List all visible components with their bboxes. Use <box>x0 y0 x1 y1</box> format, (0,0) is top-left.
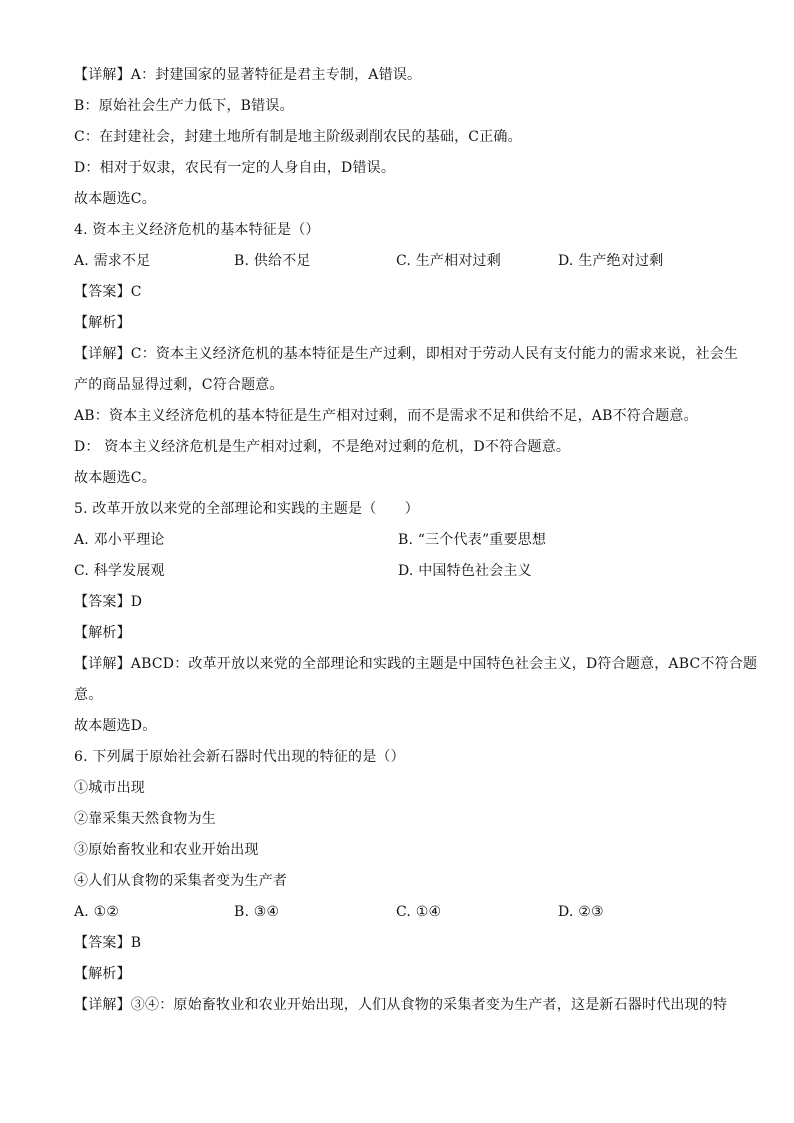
question-4-stem: 4. 资本主义经济危机的基本特征是（） <box>74 222 320 238</box>
answer-explanation-line: C：在封建社会，封建土地所有制是地主阶级剥削农民的基础，C正确。 <box>74 129 522 145</box>
option-a: A. 需求不足 <box>74 253 151 269</box>
question-5-stem: 5. 改革开放以来党的全部理论和实践的主题是（ ） <box>74 501 420 517</box>
statement-item: ②靠采集天然食物为生 <box>74 811 216 827</box>
answer-conclusion: 故本题选D。 <box>74 718 157 734</box>
question-6-options <box>74 897 724 928</box>
answer-explanation-line: 【详解】A：封建国家的显著特征是君主专制，A错误。 <box>74 67 422 83</box>
answer-conclusion: 故本题选C。 <box>74 191 156 207</box>
answer-label: 【答案】B <box>74 935 142 951</box>
answer-label: 【答案】C <box>74 284 142 300</box>
statement-item: ④人们从食物的采集者变为生产者 <box>74 873 287 889</box>
option-b: B. 供给不足 <box>234 253 311 269</box>
question-4-options <box>74 246 724 277</box>
answer-explanation-line: AB：资本主义经济危机的基本特征是生产相对过剩，而不是需求不足和供给不足，AB不符合题意。 <box>74 408 698 424</box>
statement-item: ①城市出现 <box>74 780 145 796</box>
answer-explanation-line: 意。 <box>74 687 103 703</box>
question-5-options-row2 <box>74 556 724 587</box>
document-page <box>74 60 758 1021</box>
answer-explanation-line: 【详解】ABCD：改革开放以来党的全部理论和实践的主题是中国特色社会主义，D符合题意，ABC不符合题 <box>74 656 758 672</box>
option-a: A. ①② <box>74 904 120 920</box>
answer-conclusion: 故本题选C。 <box>74 470 156 486</box>
option-b: B. ③④ <box>234 904 280 920</box>
answer-explanation-line: D：相对于奴隶，农民有一定的人身自由，D错误。 <box>74 160 396 176</box>
analysis-label: 【解析】 <box>74 315 131 331</box>
answer-explanation-line: 【详解】C：资本主义经济危机的基本特征是生产过剩，即相对于劳动人民有支付能力的需求来说，社会生 <box>74 346 739 362</box>
option-c: C. ①④ <box>396 904 442 920</box>
option-d: D. 中国特色社会主义 <box>398 563 532 579</box>
question-5-options-row1 <box>74 525 724 556</box>
answer-explanation-line: D： 资本主义经济危机是生产相对过剩，不是绝对过剩的危机，D不符合题意。 <box>74 439 571 455</box>
answer-label: 【答案】D <box>74 594 143 610</box>
option-b: B. “三个代表”重要思想 <box>398 532 547 548</box>
option-c: C. 科学发展观 <box>74 563 165 579</box>
option-d: D. 生产绝对过剩 <box>558 253 664 269</box>
option-c: C. 生产相对过剩 <box>396 253 501 269</box>
answer-explanation-line: 产的商品显得过剩，C符合题意。 <box>74 377 284 393</box>
option-a: A. 邓小平理论 <box>74 532 165 548</box>
option-d: D. ②③ <box>558 904 604 920</box>
answer-explanation-line: 【详解】③④：原始畜牧业和农业开始出现，人们从食物的采集者变为生产者，这是新石器时代出现的特 <box>74 997 728 1013</box>
statement-item: ③原始畜牧业和农业开始出现 <box>74 842 259 858</box>
answer-explanation-line: B：原始社会生产力低下，B错误。 <box>74 98 294 114</box>
analysis-label: 【解析】 <box>74 966 131 982</box>
question-6-stem: 6. 下列属于原始社会新石器时代出现的特征的是（） <box>74 749 405 765</box>
analysis-label: 【解析】 <box>74 625 131 641</box>
